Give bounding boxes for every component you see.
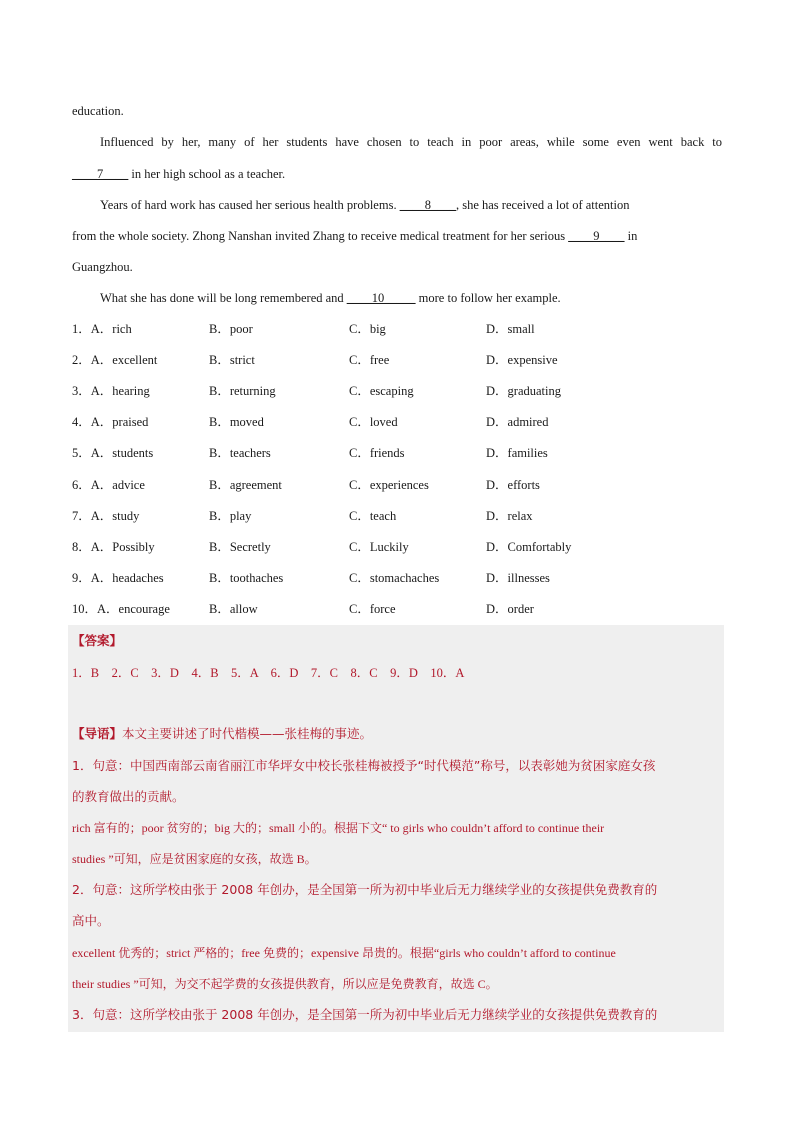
option-c[interactable]: C．free xyxy=(349,353,390,367)
passage-text: , she has received a lot of attention xyxy=(455,198,630,212)
passage-line xyxy=(72,166,722,182)
guide-summary: 本文主要讲述了时代楷模——张桂梅的事迹。 xyxy=(122,726,373,741)
passage-text: more to follow her example. xyxy=(415,291,561,305)
question-row xyxy=(72,538,722,556)
option-a[interactable]: 3．A．hearing xyxy=(72,384,150,398)
option-c[interactable]: C．Luckily xyxy=(349,540,409,554)
question-row xyxy=(72,382,722,400)
question-row xyxy=(72,320,722,338)
answer-key: 1．B 2．C 3．D 4．B 5．A 6．D 7．C 8．C 9．D 10．A xyxy=(72,666,465,680)
option-b[interactable]: B．moved xyxy=(209,415,264,429)
option-b[interactable]: B．play xyxy=(209,509,252,523)
option-a[interactable]: 4．A．praised xyxy=(72,415,149,429)
option-c[interactable]: C．teach xyxy=(349,509,397,523)
blank-10[interactable]: ____10_____ xyxy=(346,291,416,305)
option-c[interactable]: C．escaping xyxy=(349,384,414,398)
question-row xyxy=(72,507,722,525)
question-row xyxy=(72,444,722,462)
option-c[interactable]: C．experiences xyxy=(349,478,429,492)
passage-text: Influenced by her, many of her students have chosen to teach in poor areas, while some even went back to xyxy=(100,135,722,149)
option-d[interactable]: D．relax xyxy=(486,509,533,523)
passage-paragraph-line xyxy=(72,197,722,213)
option-d[interactable]: D．admired xyxy=(486,415,549,429)
question-row xyxy=(72,351,722,369)
blank-8[interactable]: ____8____ xyxy=(399,198,456,212)
option-b[interactable]: B．teachers xyxy=(209,446,271,460)
option-c[interactable]: C．big xyxy=(349,322,386,336)
option-a[interactable]: 1．A．rich xyxy=(72,322,132,336)
option-b[interactable]: B．poor xyxy=(209,322,253,336)
option-a[interactable]: 7．A．study xyxy=(72,509,140,523)
passage-line xyxy=(72,228,722,244)
option-b[interactable]: B．strict xyxy=(209,353,255,367)
option-d[interactable]: D．graduating xyxy=(486,384,561,398)
passage-paragraph-line xyxy=(72,134,722,150)
explanation-line: 高中。 xyxy=(72,913,110,928)
option-d[interactable]: D．families xyxy=(486,446,548,460)
guide-heading xyxy=(72,726,722,742)
explanation-line: studies ”可知，应是贫困家庭的女孩，故选 B。 xyxy=(72,852,317,866)
option-c[interactable]: C．friends xyxy=(349,446,405,460)
option-a[interactable]: 6．A．advice xyxy=(72,478,145,492)
option-d[interactable]: D．order xyxy=(486,602,534,616)
blank-7[interactable]: ____7____ xyxy=(72,167,129,181)
passage-text: in xyxy=(624,229,638,243)
explanation-line: their studies ”可知，为交不起学费的女孩提供教育，所以应是免费教育，故选 C。 xyxy=(72,977,498,991)
explanation-line: 1．句意：中国西南部云南省丽江市华坪女中校长张桂梅被授予“时代模范”称号，以表彰她为贫困家庭女孩 xyxy=(72,758,656,773)
answer-section xyxy=(68,625,724,1032)
option-c[interactable]: C．stomachaches xyxy=(349,571,440,585)
guide-title: 【导语】 xyxy=(72,726,123,741)
passage-line xyxy=(72,103,722,119)
option-b[interactable]: B．agreement xyxy=(209,478,282,492)
explanation-line: rich 富有的；poor 贫穷的；big 大的；small 小的。根据下文“ to girls who couldn’t afford to continue their xyxy=(72,821,605,835)
explanation-line: 3．句意：这所学校由张于 2008 年创办，是全国第一所为初中毕业后无力继续学业的女孩提供免费教育的 xyxy=(72,1007,658,1022)
option-b[interactable]: B．returning xyxy=(209,384,276,398)
passage-text: from the whole society. Zhong Nanshan invited Zhang to receive medical treatment for her serious xyxy=(72,229,569,243)
explanation-line: 的教育做出的贡献。 xyxy=(72,789,185,804)
option-b[interactable]: B．toothaches xyxy=(209,571,284,585)
question-row xyxy=(72,600,722,618)
option-c[interactable]: C．loved xyxy=(349,415,398,429)
option-d[interactable]: D．efforts xyxy=(486,478,540,492)
passage-text: in her high school as a teacher. xyxy=(128,167,286,181)
option-a[interactable]: 9．A．headaches xyxy=(72,571,164,585)
passage-paragraph-line xyxy=(72,290,722,306)
question-row xyxy=(72,569,722,587)
passage-text: Years of hard work has caused her serious health problems. xyxy=(100,198,400,212)
option-d[interactable]: D．Comfortably xyxy=(486,540,572,554)
option-a[interactable]: 8．A．Possibly xyxy=(72,540,155,554)
explanation-line: excellent 优秀的；strict 严格的；free 免费的；expensive 昂贵的。根据“girls who couldn’t afford to continue xyxy=(72,946,616,960)
answer-title: 【答案】 xyxy=(72,633,123,648)
passage-text: What she has done will be long remembered and xyxy=(100,291,347,305)
option-b[interactable]: B．allow xyxy=(209,602,258,616)
question-row xyxy=(72,413,722,431)
option-a[interactable]: 5．A．students xyxy=(72,446,154,460)
passage-text: Guangzhou. xyxy=(72,260,133,274)
option-d[interactable]: D．expensive xyxy=(486,353,558,367)
option-b[interactable]: B．Secretly xyxy=(209,540,271,554)
explanation-line: 2．句意：这所学校由张于 2008 年创办，是全国第一所为初中毕业后无力继续学业的女孩提供免费教育的 xyxy=(72,882,658,897)
option-d[interactable]: D．illnesses xyxy=(486,571,550,585)
passage-text: education. xyxy=(72,104,124,118)
option-a[interactable]: 2．A．excellent xyxy=(72,353,158,367)
option-a[interactable]: 10．A．encourage xyxy=(72,602,170,616)
passage-line xyxy=(72,259,722,275)
question-row xyxy=(72,476,722,494)
option-c[interactable]: C．force xyxy=(349,602,396,616)
option-d[interactable]: D．small xyxy=(486,322,535,336)
blank-9[interactable]: ____9____ xyxy=(568,229,625,243)
